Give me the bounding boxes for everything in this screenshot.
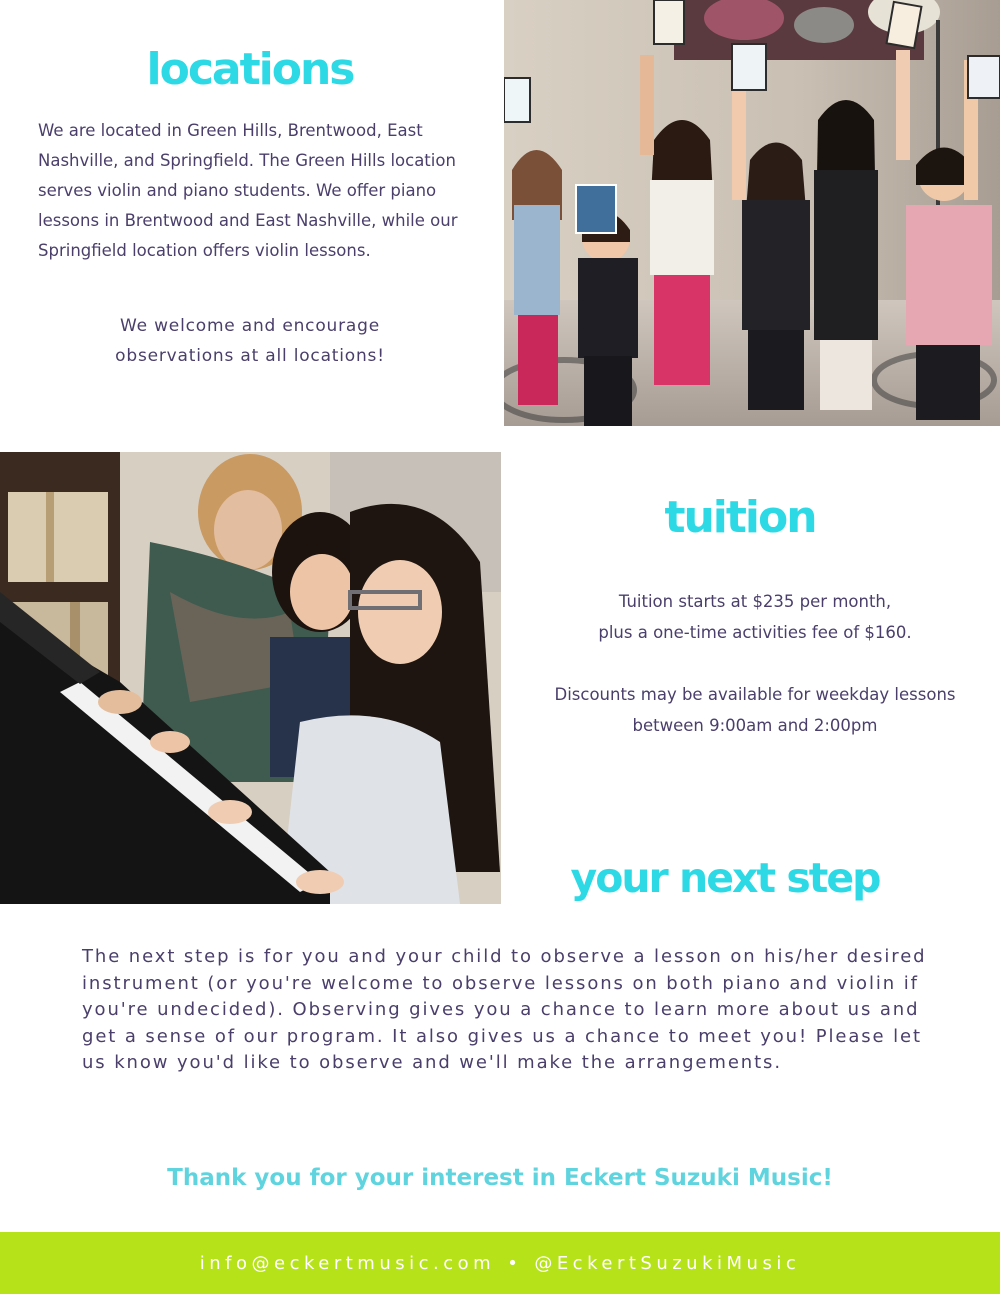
tuition-heading: tuition	[664, 492, 816, 543]
next-step-heading: your next step	[570, 854, 880, 902]
tuition-hours-line: between 9:00am and 2:00pm	[632, 716, 878, 735]
piano-lesson-photo	[0, 452, 501, 904]
locations-description	[38, 116, 478, 266]
next-step-paragraph: The next step is for you and your child to observe a lesson on his/her desired instrument (or you're welcome to observe lessons on both piano and violin if you're undecided). Observing gives you a chance to learn more about us and get a sense of our program. It also gives us a chance to meet you! Please let us know you'd like to observe and we'll make the arrangements.	[82, 946, 927, 1073]
locations-welcome-note: We welcome and encourage observations at all locations!	[115, 316, 385, 366]
tuition-price-block	[520, 586, 990, 648]
tuition-fee-line: plus a one-time activities fee of $160.	[598, 623, 912, 642]
students-holding-cards-photo	[504, 0, 1000, 426]
social-handle-link[interactable]: @EckertSuzukiMusic	[534, 1252, 801, 1274]
locations-paragraph: We are located in Green Hills, Brentwood, East Nashville, and Springfield. The Green Hills location serves violin and piano students. We offer piano lessons in Brentwood and East Nashville, while our Springfield location offers violin lessons.	[38, 121, 458, 260]
tuition-price-line: Tuition starts at $235 per month,	[618, 592, 892, 611]
locations-heading: locations	[146, 44, 354, 95]
tuition-discount-line: Discounts may be available for weekday lessons	[554, 685, 956, 704]
contact-footer	[0, 1232, 1000, 1294]
thank-you-message: Thank you for your interest in Eckert Suzuki Music!	[167, 1165, 833, 1191]
email-link[interactable]: info@eckertmusic.com	[199, 1252, 496, 1274]
tuition-discount-block	[520, 679, 990, 741]
footer-separator: •	[507, 1252, 523, 1274]
